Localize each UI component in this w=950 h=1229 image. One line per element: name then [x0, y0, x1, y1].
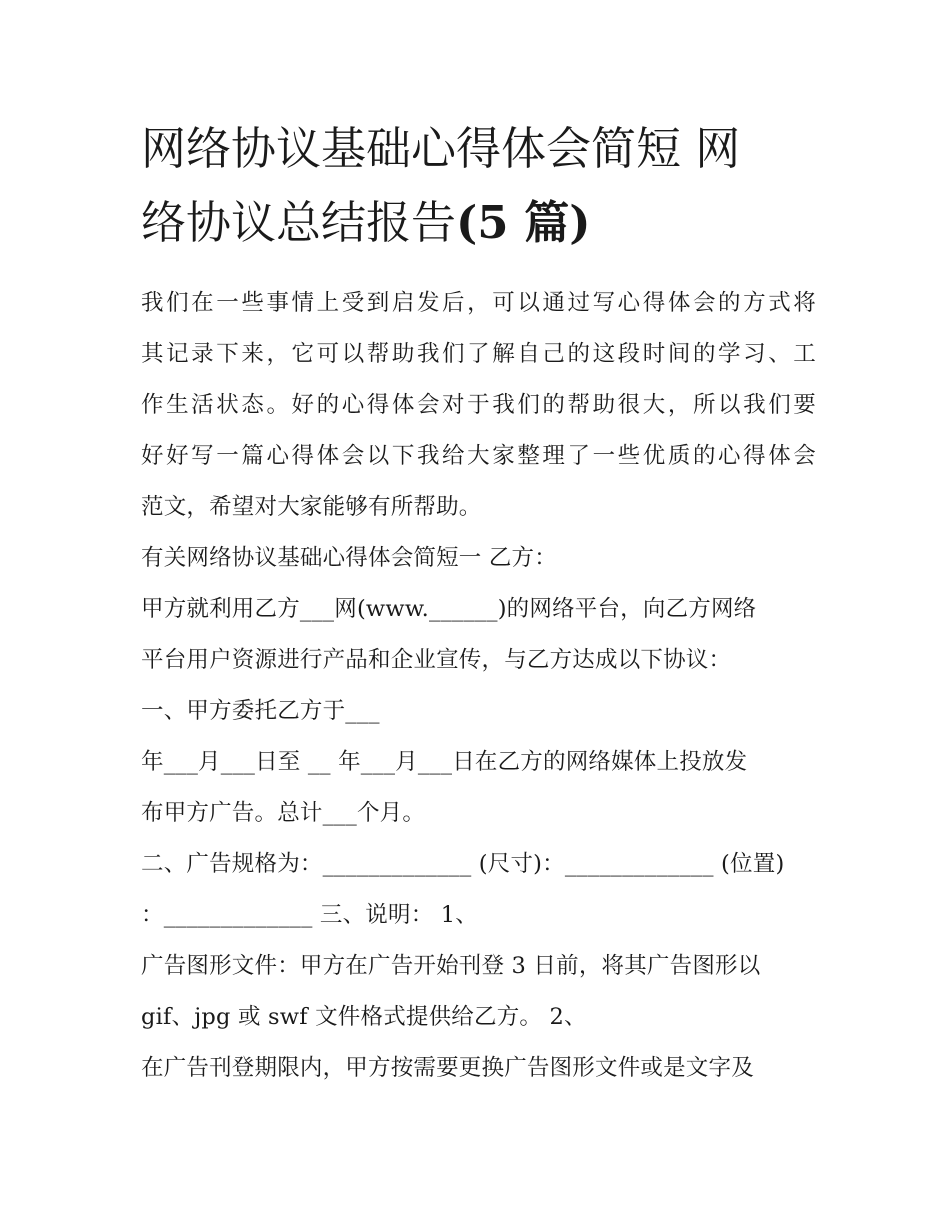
body-line: 其记录下来，它可以帮助我们了解自己的这段时间的学习、工	[141, 341, 816, 367]
title-line-2: 络协议总结报告	[141, 196, 457, 249]
body-line: 布甲方广告。总计___个月。	[141, 800, 426, 826]
body-line: 平台用户资源进行产品和企业宣传，与乙方达成以下协议：	[141, 647, 732, 673]
body-line: 好好写一篇心得体会以下我给大家整理了一些优质的心得体会	[141, 443, 816, 469]
body-line: gif、jpg 或 swf 文件格式提供给乙方。 2、	[141, 1004, 587, 1030]
body-line: 一、甲方委托乙方于___	[141, 698, 380, 724]
body-line: 年___月___日至 __ 年___月___日在乙方的网络媒体上投放发	[141, 749, 748, 775]
body-line: ：_____________ 三、说明： 1、	[141, 902, 478, 928]
document-body	[141, 278, 816, 1094]
title-line-1: 网络协议基础心得体会简短 网	[141, 122, 741, 175]
body-line: 范文，希望对大家能够有所帮助。	[141, 494, 482, 520]
body-line: 广告图形文件：甲方在广告开始刊登 3 日前，将其广告图形以	[141, 953, 761, 979]
document-title	[141, 112, 821, 260]
body-line: 有关网络协议基础心得体会简短一 乙方：	[141, 545, 557, 571]
body-line: 甲方就利用乙方___网(www.______)的网络平台，向乙方网络	[141, 596, 757, 622]
body-line: 我们在一些事情上受到启发后，可以通过写心得体会的方式将	[141, 290, 816, 316]
body-line: 作生活状态。好的心得体会对于我们的帮助很大，所以我们要	[141, 392, 816, 418]
title-count: (5 篇)	[456, 196, 591, 249]
body-line: 在广告刊登期限内，甲方按需要更换广告图形文件或是文字及	[141, 1055, 754, 1081]
body-line: 二、广告规格为：_____________ (尺寸)：_____________ (位置)	[141, 851, 785, 877]
